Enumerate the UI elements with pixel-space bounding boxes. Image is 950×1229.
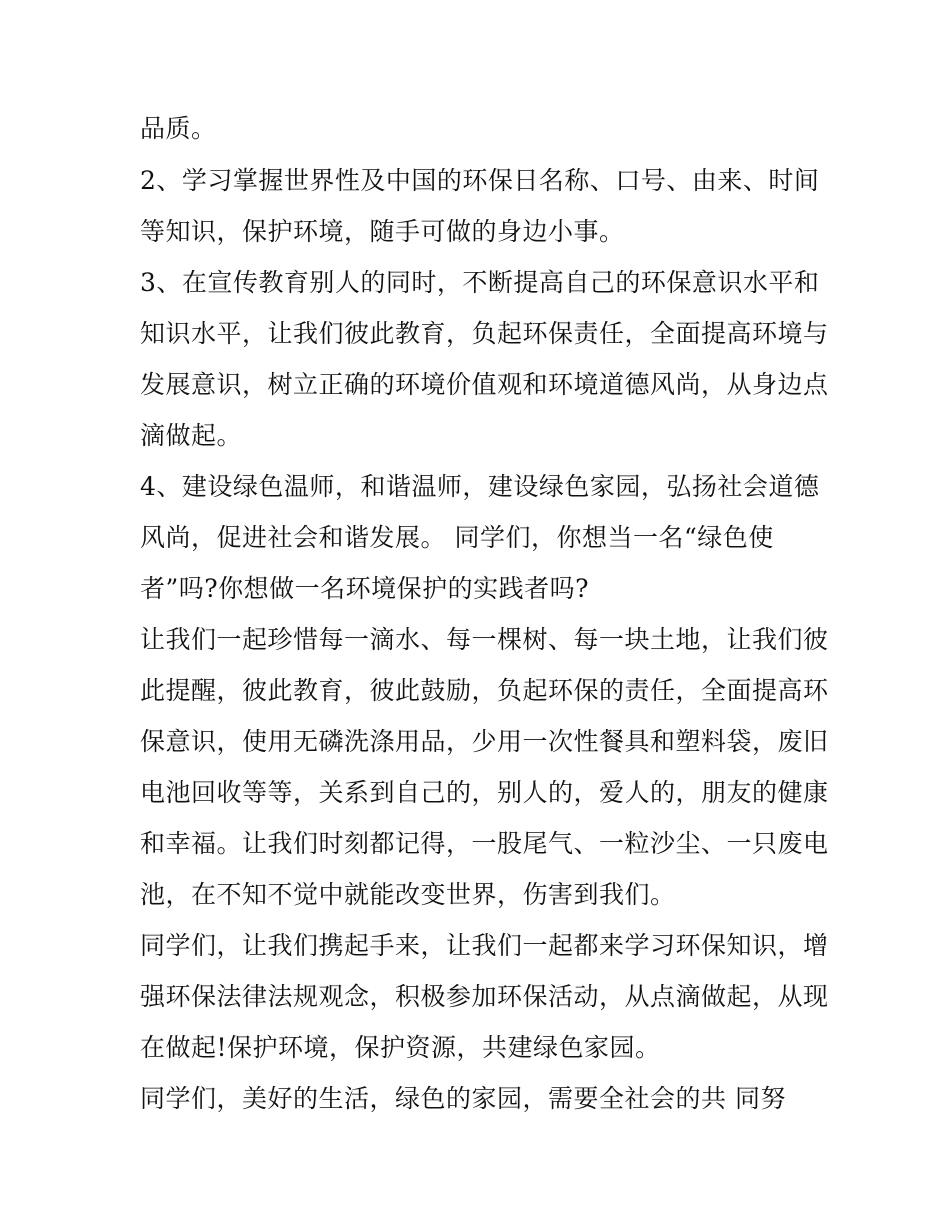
text-line-16: 池，在不知不觉中就能改变世界，伤害到我们。 [140, 880, 676, 909]
text-line-1: 品质。 [140, 114, 217, 143]
text-line-4: 3、在宣传教育别人的同时，不断提高自己的环保意识水平和 [140, 268, 820, 297]
text-line-2: 2、学习掌握世界性及中国的环保日名称、口号、由来、时间 [140, 166, 820, 195]
text-line-5: 知识水平，让我们彼此教育，负起环保责任，全面提高环境与 [140, 319, 829, 348]
text-line-9: 风尚，促进社会和谐发展。 同学们，你想当一名“绿色使 [140, 523, 774, 552]
text-line-10: 者”吗?你想做一名环境保护的实践者吗? [140, 574, 590, 603]
text-line-6: 发展意识，树立正确的环境价值观和环境道德风尚，从身边点 [140, 370, 829, 399]
text-line-3: 等知识，保护环境，随手可做的身边小事。 [140, 217, 625, 246]
text-line-8: 4、建设绿色温师，和谐温师，建设绿色家园，弘扬社会道德 [140, 472, 820, 501]
text-line-20: 同学们，美好的生活，绿色的家园，需要全社会的共 同努 [140, 1084, 786, 1113]
text-line-18: 强环保法律法规观念，积极参加环保活动，从点滴做起，从现 [140, 982, 829, 1011]
text-line-17: 同学们，让我们携起手来，让我们一起都来学习环保知识，增 [140, 931, 829, 960]
text-line-15: 和幸福。让我们时刻都记得，一股尾气、一粒沙尘、一只废电 [140, 829, 829, 858]
text-line-14: 电池回收等等，关系到自己的，别人的，爱人的，朋友的健康 [140, 778, 829, 807]
text-line-11: 让我们一起珍惜每一滴水、每一棵树、每一块土地，让我们彼 [140, 625, 829, 654]
text-line-19: 在做起!保护环境，保护资源，共建绿色家园。 [140, 1033, 661, 1062]
text-line-12: 此提醒，彼此教育，彼此鼓励，负起环保的责任，全面提高环 [140, 676, 829, 705]
text-line-13: 保意识，使用无磷洗涤用品，少用一次性餐具和塑料袋，废旧 [140, 727, 829, 756]
text-line-7: 滴做起。 [140, 421, 243, 450]
